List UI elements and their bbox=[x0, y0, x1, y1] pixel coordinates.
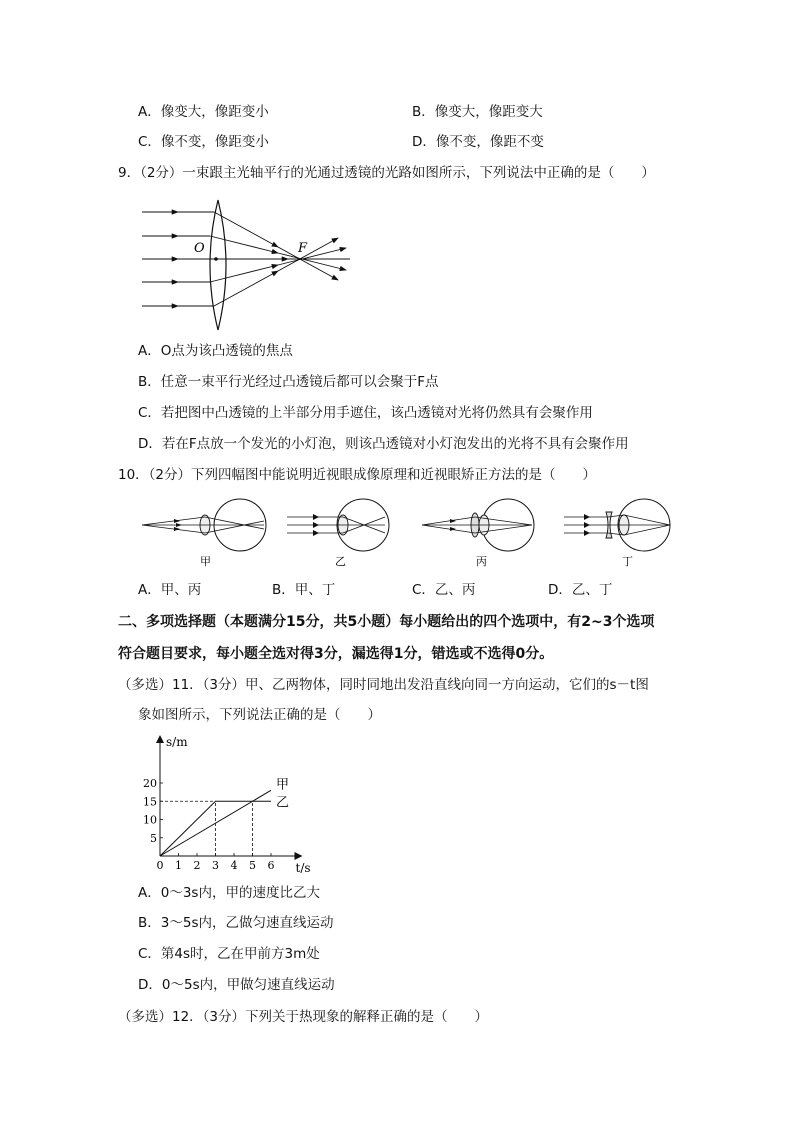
q8-option-c: C．像不变，像距变小 bbox=[138, 134, 269, 150]
q11-option-d: D．0～5s内，甲做匀速直线运动 bbox=[138, 977, 335, 993]
x-tick-label: 3 bbox=[212, 859, 219, 872]
q10-option-c: C．乙、丙 bbox=[412, 582, 476, 598]
y-tick-label: 20 bbox=[143, 777, 157, 790]
x-tick-label: 6 bbox=[267, 859, 275, 872]
x-tick-label: 4 bbox=[230, 859, 238, 872]
q11-option-c: C．第4s时，乙在甲前方3m处 bbox=[138, 946, 320, 962]
point-f-label: F bbox=[298, 241, 308, 256]
y-tick-label: 10 bbox=[143, 813, 157, 827]
q12-stem: （多选）12．（3分）下列关于热现象的解释正确的是（ ） bbox=[118, 1009, 489, 1025]
series-line-jia bbox=[160, 790, 271, 856]
q8-option-d: D．像不变，像距不变 bbox=[412, 134, 544, 150]
convex-lens-diagram bbox=[138, 195, 358, 335]
section2-heading-line1: 二、多项选择题（本题满分15分，共5小题）每小题给出的四个选项中，有2~3个选项 bbox=[118, 614, 655, 630]
section2-heading-line2: 符合题目要求，每小题全选对得3分，漏选得1分，错选或不选得0分。 bbox=[118, 646, 554, 662]
x-tick-label: 0 bbox=[156, 859, 164, 872]
caption-jia: 甲 bbox=[200, 555, 211, 568]
point-o-label: O bbox=[194, 241, 205, 256]
q11-stem-line2: 象如图所示，下列说法正确的是（ ） bbox=[138, 707, 381, 723]
y-axis-label: s/m bbox=[166, 735, 188, 749]
q9-option-d: D．若在F点放一个发光的小灯泡，则该凸透镜对小灯泡发出的光将不具有会聚作用 bbox=[138, 436, 629, 452]
x-tick-label: 2 bbox=[193, 859, 201, 872]
eye-diagram-ding bbox=[562, 495, 682, 575]
eye-diagram-jia bbox=[138, 495, 273, 575]
caption-ding: 丁 bbox=[622, 555, 633, 568]
eye-diagram-yi bbox=[285, 495, 405, 575]
q9-stem: 9．（2分）一束跟主光轴平行的光通过透镜的光路如图所示，下列说法中正确的是（ ） bbox=[118, 165, 655, 181]
caption-yi: 乙 bbox=[335, 555, 346, 568]
x-tick-label: 1 bbox=[175, 859, 182, 872]
q8-option-a: A．像变大，像距变小 bbox=[138, 104, 269, 120]
q11-stem-line1: （多选）11．（3分）甲、乙两物体，同时同地出发沿直线向同一方向运动，它们的s－t图 bbox=[118, 677, 649, 693]
q10-option-a: A．甲、丙 bbox=[138, 582, 202, 598]
lens-center-dot bbox=[214, 257, 218, 261]
q11-option-a: A．0～3s内，甲的速度比乙大 bbox=[138, 885, 320, 901]
lens-shape bbox=[210, 200, 226, 330]
q10-option-d: D．乙、丁 bbox=[548, 582, 613, 598]
q9-option-b: B．任意一束平行光经过凸透镜后都可以会聚于F点 bbox=[138, 374, 439, 390]
q9-option-a: A．O点为该凸透镜的焦点 bbox=[138, 343, 293, 359]
caption-bing: 丙 bbox=[476, 555, 487, 568]
eye-diagram-bing bbox=[420, 495, 545, 575]
y-tick-label: 15 bbox=[143, 795, 157, 809]
x-tick-label: 5 bbox=[249, 859, 256, 872]
q10-option-b: B．甲、丁 bbox=[272, 582, 336, 598]
x-axis-label: t/s bbox=[295, 861, 311, 875]
series-label-jia: 甲 bbox=[276, 777, 290, 793]
q10-stem: 10．（2分）下列四幅图中能说明近视眼成像原理和近视眼矫正方法的是（ ） bbox=[118, 467, 597, 483]
q11-option-b: B．3～5s内，乙做匀速直线运动 bbox=[138, 915, 334, 931]
series-label-yi: 乙 bbox=[276, 795, 290, 811]
y-tick-label: 5 bbox=[150, 831, 157, 845]
q9-option-c: C．若把图中凸透镜的上半部分用手遮住，该凸透镜对光将仍然具有会聚作用 bbox=[138, 405, 593, 421]
s-t-graph bbox=[138, 730, 338, 875]
q8-option-b: B．像变大，像距变大 bbox=[412, 104, 543, 120]
